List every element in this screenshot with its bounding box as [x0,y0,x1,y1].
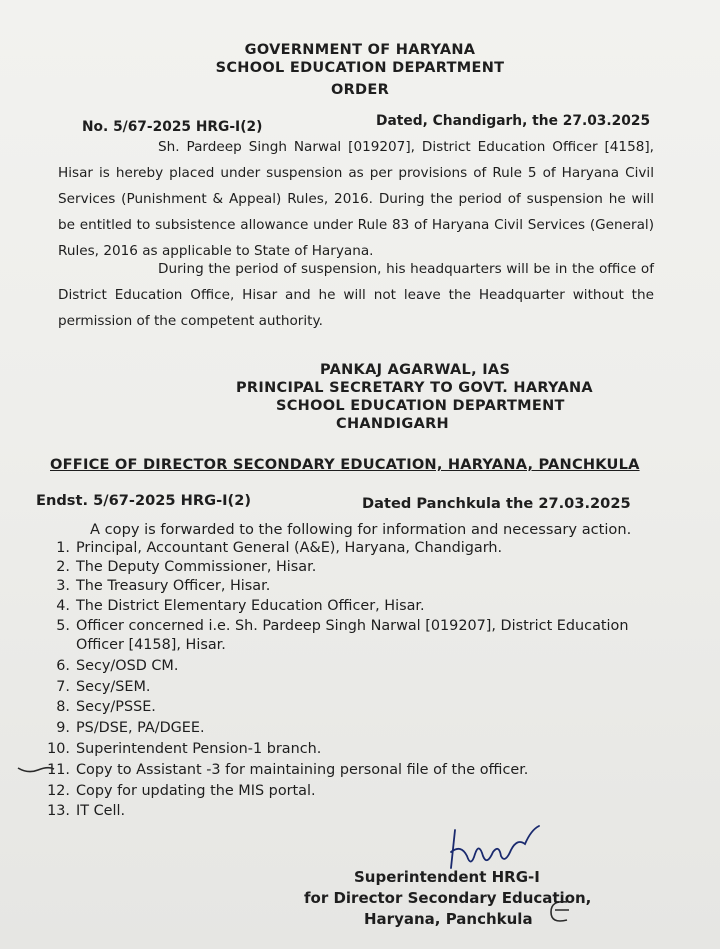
list-item-number: 9. [56,720,70,736]
list-item-text: Officer [4158], Hisar. [76,637,226,653]
order-number: No. 5/67-2025 HRG-I(2) [82,119,263,135]
list-item [38,720,205,736]
govt-heading: GOVERNMENT OF HARYANA [244,42,476,58]
signatory2-place: Haryana, Panchkula [364,910,533,928]
list-item-text: PS/DSE, PA/DGEE. [76,720,205,736]
department-heading: SCHOOL EDUCATION DEPARTMENT [215,60,505,76]
signatory-place: CHANDIGARH [336,416,449,432]
list-item-number: 5. [56,618,70,634]
list-item-text: Officer concerned i.e. Sh. Pardeep Singh Narwal [019207], District Education [76,618,629,634]
list-item [38,741,321,757]
list-item-text: Secy/OSD CM. [76,658,179,674]
list-item-number: 6. [56,658,70,674]
list-item [38,699,156,715]
list-item [38,559,316,575]
list-item-text: The Deputy Commissioner, Hisar. [76,559,317,575]
list-item-text: The Treasury Officer, Hisar. [76,578,271,594]
list-item [38,783,316,799]
list-item-text: Copy to Assistant -3 for maintaining personal file of the officer. [76,762,529,778]
order-date: Dated, Chandigarh, the 27.03.2025 [376,113,651,129]
order-paragraph-1-text: Sh. Pardeep Singh Narwal [019207], District Education Officer [4158], Hisar is hereby placed under suspension as per provisions of Rule 5 of Haryana Civil Services (Punishment & Appeal) Rules, 2016. During the period of suspension he will be entitled to subsistence allowance under Rule 83 of Haryana Civil Services (General) Rules, 2016 as applicable to State of Haryana. [58,139,654,259]
order-paragraph-2-text: During the period of suspension, his headquarters will be in the office of District Education Office, Hisar and he will not leave the Headquarter without the permission of the competent authority. [58,261,654,329]
list-item-text: Secy/PSSE. [76,699,156,715]
endorsement-number: Endst. 5/67-2025 HRG-I(2) [36,492,252,509]
list-item-text: Principal, Accountant General (A&E), Haryana, Chandigarh. [76,540,503,556]
list-item-text: Copy for updating the MIS portal. [76,783,316,799]
list-item [38,618,628,634]
list-item [38,803,125,819]
list-item-number: 7. [56,679,70,695]
list-item [38,762,528,778]
list-item-number: 12. [47,783,70,799]
list-item-number: 2. [56,559,70,575]
list-item-number: 10. [47,741,70,757]
list-item [38,578,270,594]
list-item-text: Secy/SEM. [76,679,151,695]
list-item-text: The District Elementary Education Officer, Hisar. [76,598,425,614]
signatory-designation: PRINCIPAL SECRETARY TO GOVT. HARYANA [236,380,593,396]
list-item-number: 4. [56,598,70,614]
list-item-continuation [38,637,226,653]
list-item [38,658,178,674]
list-item-number: 11. [47,762,70,778]
list-item-text: Superintendent Pension-1 branch. [76,741,322,757]
list-item-number: 8. [56,699,70,715]
list-item [38,679,150,695]
signatory-name: PANKAJ AGARWAL, IAS [320,362,511,378]
order-paragraph-2 [58,256,654,334]
order-paragraph-1 [58,134,654,264]
handwritten-tick-mark [16,762,56,776]
signatory-department: SCHOOL EDUCATION DEPARTMENT [276,398,565,414]
office-heading: OFFICE OF DIRECTOR SECONDARY EDUCATION, HARYANA, PANCHKULA [50,456,640,473]
for-director-line: for Director Secondary Education, [304,889,592,907]
list-item-number: 3. [56,578,70,594]
endorsement-date: Dated Panchkula the 27.03.2025 [362,495,631,512]
list-item-text: IT Cell. [76,803,126,819]
list-item-number: 1. [56,540,70,556]
list-item-number: 13. [47,803,70,819]
order-heading: ORDER [330,82,390,98]
endorsement-intro: A copy is forwarded to the following for information and necessary action. [90,521,632,538]
list-item [38,540,502,556]
list-item [38,598,425,614]
superintendent-designation: Superintendent HRG-I [354,868,540,886]
